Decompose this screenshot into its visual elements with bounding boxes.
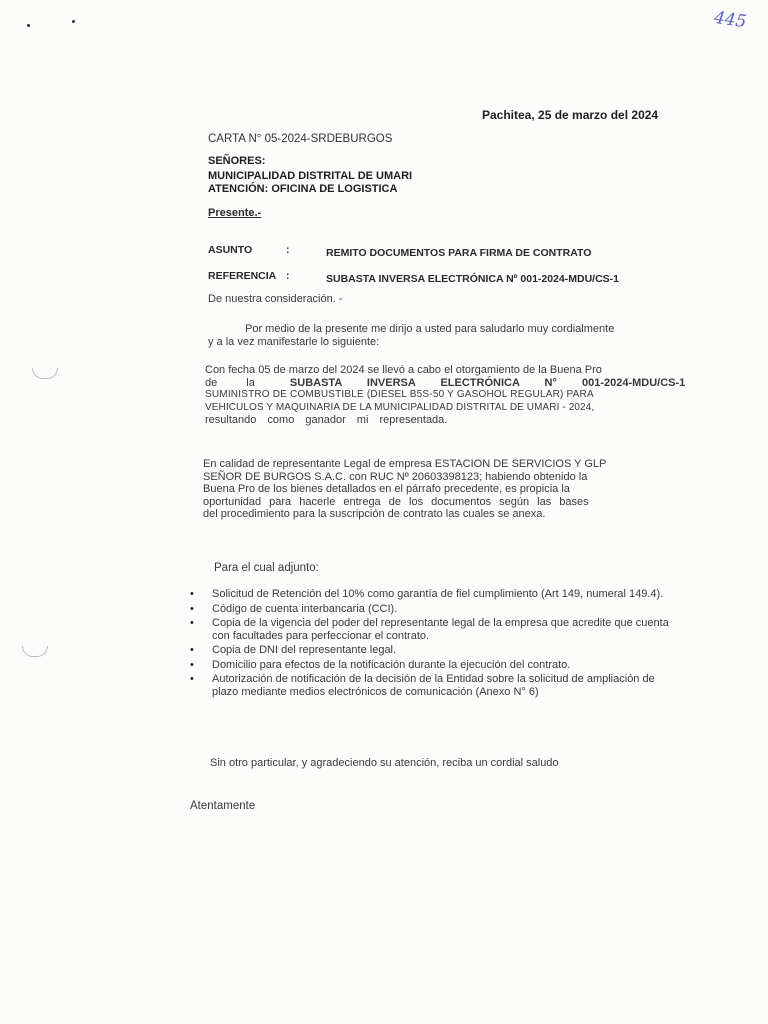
list-item-text: Domicilio para efectos de la notificación durante la ejecución del contrato. <box>212 658 571 671</box>
bullet-glyph: • <box>190 602 194 615</box>
letter-date: Pachitea, 25 de marzo del 2024 <box>482 108 659 122</box>
paragraph-line: SUMINISTRO DE COMBUSTIBLE (DIESEL B5S-50 Y GASOHOL REGULAR) PARA <box>205 389 594 400</box>
scan-mark <box>22 646 48 657</box>
list-item-text: Autorización de notificación de la decisión de la Entidad sobre la solicitud de ampliación de plazo mediante medios electrónicos de comunicación (Anexo N° 6) <box>212 673 655 698</box>
paragraph-buena-pro <box>205 364 686 427</box>
paragraph-line <box>205 376 686 390</box>
bullet-glyph: • <box>190 673 194 685</box>
paragraph-line: En calidad de representante Legal de empresa ESTACION DE SERVICIOS Y GLP <box>203 458 607 470</box>
paragraph-fragment: de la <box>205 376 255 389</box>
recipient-salutation: SEÑORES: <box>208 155 266 167</box>
paragraph-line: VEHICULOS Y MAQUINARIA DE LA MUNICIPALIDAD DISTRITAL DE UMARI - 2024, <box>205 401 595 413</box>
handwritten-page-number: 445 <box>712 7 748 33</box>
scan-mark <box>32 368 58 379</box>
bullet-glyph: • <box>190 588 194 600</box>
paragraph-line: Con fecha 05 de marzo del 2024 se llevó a cabo el otorgamiento de la Buena Pro <box>205 364 602 376</box>
paragraph-line: del procedimiento para la suscripción de contrato las cuales se anexa. <box>203 508 546 520</box>
intro-line: y a la vez manifestarle lo siguiente: <box>208 335 380 348</box>
bullet-glyph: • <box>190 644 194 656</box>
list-item <box>190 673 670 698</box>
intro-paragraph <box>208 323 658 348</box>
signoff: Atentamente <box>190 800 256 812</box>
bullet-glyph: • <box>190 658 194 671</box>
letter-number: CARTA N° 05-2024-SRDEBURGOS <box>208 133 393 145</box>
list-item-text: Copia de DNI del representante legal. <box>212 644 397 656</box>
attachments-list <box>190 588 670 700</box>
attachments-intro: Para el cual adjunto: <box>214 562 319 574</box>
subasta-reference: SUBASTA INVERSA ELECTRÓNICA N° 001-2024-MDU/CS-1 <box>289 376 686 389</box>
list-item-text: Código de cuenta interbancaria (CCI). <box>212 602 398 615</box>
recipient-organization: MUNICIPALIDAD DISTRITAL DE UMARI <box>208 170 413 182</box>
list-item <box>190 588 670 601</box>
intro-line: Por medio de la presente me dirijo a usted para saludarlo muy cordialmente <box>245 323 615 335</box>
paragraph-line: SEÑOR DE BURGOS S.A.C. con RUC Nº 20603398123; habiendo obtenido la <box>203 470 588 483</box>
asunto-separator: : <box>286 244 290 256</box>
paragraph-representante <box>203 458 663 521</box>
referencia-label: REFERENCIA <box>208 270 277 282</box>
referencia-value: SUBASTA INVERSA ELECTRÓNICA Nº 001-2024-MDU/CS-1 <box>326 273 620 285</box>
list-item <box>190 659 670 672</box>
list-item <box>190 644 670 657</box>
asunto-value: REMITO DOCUMENTOS PARA FIRMA DE CONTRATO <box>326 247 592 259</box>
closing-line: Sin otro particular, y agradeciendo su atención, reciba un cordial saludo <box>210 757 559 769</box>
list-item <box>190 617 670 642</box>
presente-label: Presente.- <box>208 207 262 219</box>
paragraph-line: resultando como ganador mi representada. <box>205 414 448 426</box>
recipient-attention: ATENCIÓN: OFICINA DE LOGISTICA <box>208 183 398 195</box>
asunto-label: ASUNTO <box>208 244 253 256</box>
paragraph-line: Buena Pro de los bienes detallados en el párrafo precedente, es propicia la <box>203 483 570 495</box>
list-item-text: Copia de la vigencia del poder del representante legal de la empresa que acredite que cuenta con facultades para perfeccionar el contrato. <box>212 617 669 642</box>
greeting: De nuestra consideración. - <box>208 293 343 305</box>
paragraph-line: oportunidad para hacerle entrega de los documentos según las bases <box>203 495 589 508</box>
bullet-glyph: • <box>190 617 194 629</box>
list-item-text: Solicitud de Retención del 10% como garantía de fiel cumplimiento (Art 149, numeral 149.4). <box>212 588 664 600</box>
list-item <box>190 603 670 616</box>
scan-speck <box>27 24 30 27</box>
scan-speck <box>72 20 75 23</box>
referencia-separator: : <box>286 270 290 282</box>
